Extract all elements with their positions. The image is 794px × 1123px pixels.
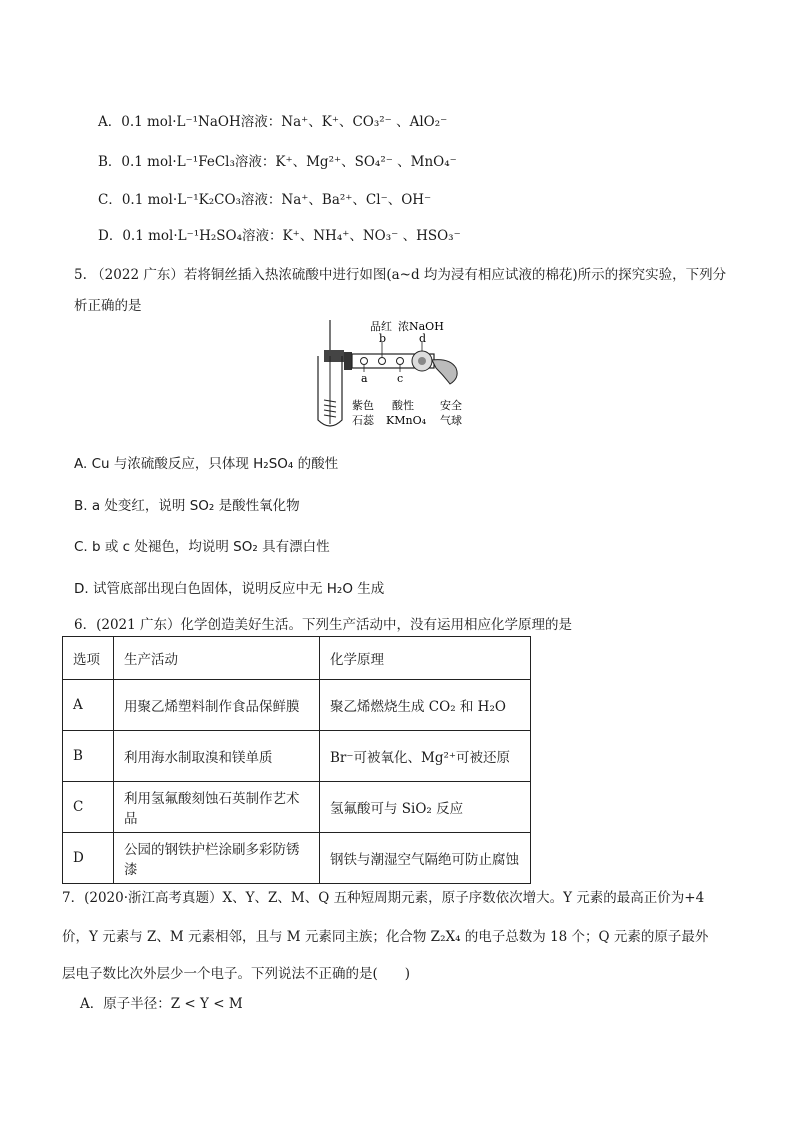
q5-stem-line2: 析正确的是 [74,298,142,314]
table-row [63,782,531,833]
row-a-activity: 用聚乙烯塑料制作食品保鲜膜 [114,680,320,731]
q5-option-d: D. 试管底部出现白色固体，说明反应中无 H₂O 生成 [74,581,385,597]
q5-option-c: C. b 或 c 处褪色，均说明 SO₂ 具有漂白性 [74,539,330,555]
label-balloon1: 安全 [440,399,462,412]
header-activity: 生产活动 [114,637,320,680]
q4-option-a: A．0.1 mol·L⁻¹NaOH溶液：Na⁺、K⁺、CO₃²⁻ 、AlO₂⁻ [98,114,448,130]
row-a-option: A [63,680,114,731]
row-d-option: D [63,833,114,884]
label-pinhong: 品红 [370,320,392,333]
q5-option-a: A. Cu 与浓硫酸反应，只体现 H₂SO₄ 的酸性 [74,456,339,472]
row-b-activity: 利用海水制取溴和镁单质 [114,731,320,782]
row-d-activity: 公园的钢铁护栏涂刷多彩防锈漆 [114,833,320,884]
label-b: b [379,332,387,345]
table-row [63,833,531,884]
label-c: c [397,372,404,385]
label-c-name2: KMnO₄ [386,414,426,427]
row-c-activity: 利用氢氟酸刻蚀石英制作艺术品 [114,782,320,833]
table-row [63,680,531,731]
q7-option-a: A．原子半径：Z < Y < M [80,996,243,1012]
q4-option-d: D．0.1 mol·L⁻¹H₂SO₄溶液：K⁺、NH₄⁺、NO₃⁻ 、HSO₃⁻ [98,228,461,244]
label-a-name2: 石蕊 [352,414,374,427]
table-row [63,731,531,782]
label-naoh: 浓NaOH [398,320,444,333]
row-d-principle: 钢铁与潮湿空气隔绝可防止腐蚀 [320,833,531,884]
q7-line1: 7．(2020·浙江高考真题）X、Y、Z、M、Q 五种短周期元素，原子序数依次增大。Y 元素的最高正价为+4 [62,890,705,906]
label-d: d [419,332,427,345]
row-b-option: B [63,731,114,782]
row-b-principle: Br⁻可被氧化、Mg²⁺可被还原 [320,731,531,782]
row-a-principle: 聚乙烯燃烧生成 CO₂ 和 H₂O [320,680,531,731]
label-balloon2: 气球 [440,414,462,427]
header-option: 选项 [63,637,114,680]
table-header-row [63,637,531,680]
label-c-name1: 酸性 [392,399,414,412]
q6-stem: 6．(2021 广东）化学创造美好生活。下列生产活动中，没有运用相应化学原理的是 [74,617,573,633]
q5-option-b: B. a 处变红，说明 SO₂ 是酸性氧化物 [74,498,300,514]
row-c-option: C [63,782,114,833]
label-a-name1: 紫色 [352,399,374,412]
q7-line2: 价，Y 元素与 Z、M 元素相邻，且与 M 元素同主族；化合物 Z₂X₄ 的电子总数为 18 个；Q 元素的原子最外 [62,929,709,945]
label-a: a [361,372,368,385]
q5-apparatus-figure [300,316,490,434]
row-c-principle: 氢氟酸可与 SiO₂ 反应 [320,782,531,833]
q5-stem-line1: 5. （2022 广东）若将铜丝插入热浓硫酸中进行如图(a~d 均为浸有相应试液的棉花)所示的探究实验，下列分 [74,267,727,283]
q6-table [62,636,531,884]
header-principle: 化学原理 [320,637,531,680]
q7-line3: 层电子数比次外层少一个电子。下列说法不正确的是( ) [62,966,411,982]
q4-option-c: C．0.1 mol·L⁻¹K₂CO₃溶液：Na⁺、Ba²⁺、Cl⁻、OH⁻ [98,192,432,208]
q4-option-b: B．0.1 mol·L⁻¹FeCl₃溶液：K⁺、Mg²⁺、SO₄²⁻ 、MnO₄⁻ [98,154,457,170]
